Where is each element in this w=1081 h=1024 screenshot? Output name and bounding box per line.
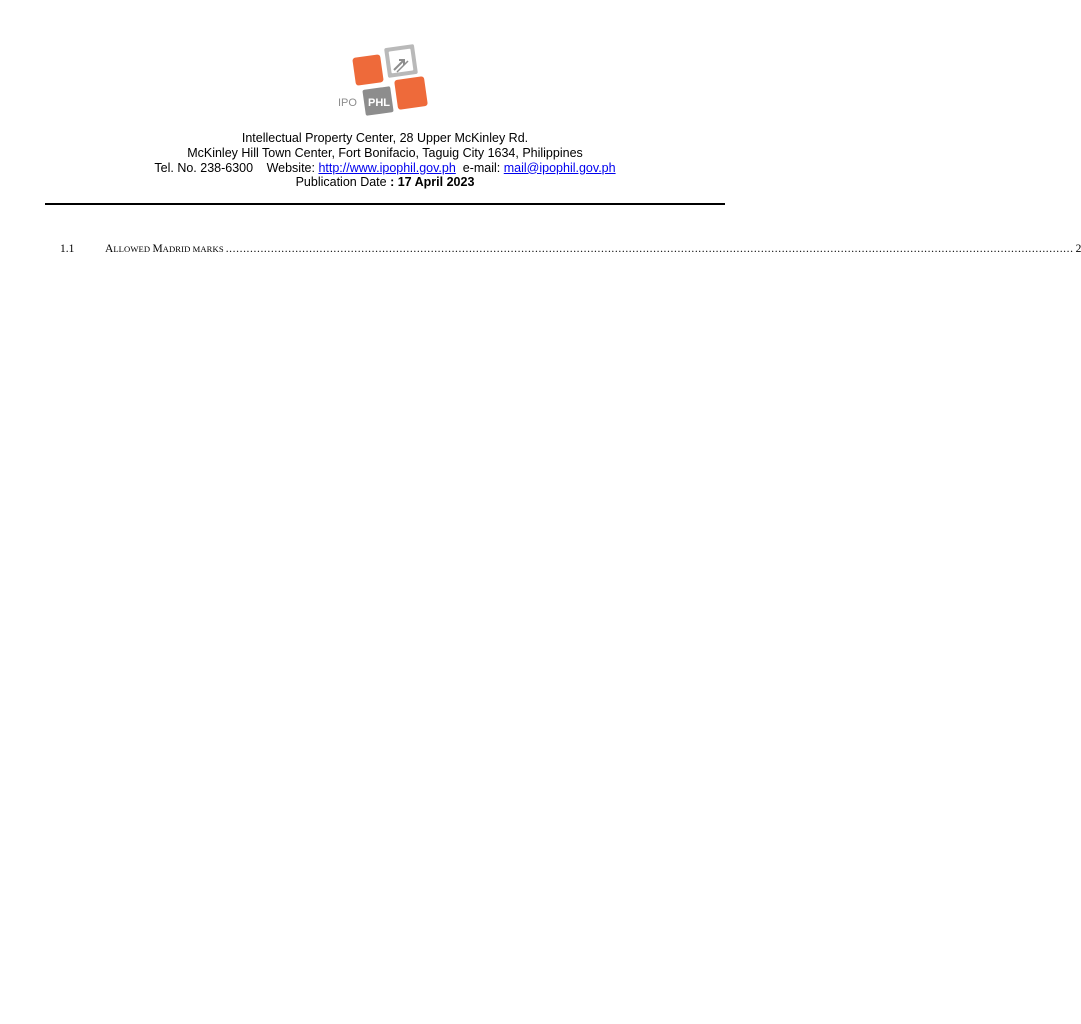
contact-line [0, 161, 770, 176]
publication-date-label: Publication Date [295, 175, 387, 190]
address-line-2: McKinley Hill Town Center, Fort Bonifacio, Taguig City 1634, Philippines [187, 145, 583, 160]
logo-text-phl: PHL [368, 97, 390, 109]
toc-entry-page: 2 [1075, 243, 1081, 255]
toc-entry-number: 1.1 [60, 243, 75, 255]
office-address-block [0, 131, 770, 190]
header-divider [45, 203, 725, 205]
publication-date-line [0, 175, 770, 190]
ipophl-logo-icon [334, 40, 434, 122]
toc-entry-title: ALLOWED MADRID MARKS [105, 243, 224, 255]
email-label: e-mail: [462, 160, 501, 175]
toc-leader-dots: .................................................................................................................................................................................................................................................... [225, 243, 1074, 255]
publication-date-value: : 17 April 2023 [390, 175, 475, 190]
address-line-1: Intellectual Property Center, 28 Upper McKinley Rd. [241, 131, 529, 145]
email-link[interactable]: mail@ipophil.gov.ph [503, 160, 616, 175]
ipophl-logo [334, 40, 434, 122]
logo-text-ipo: IPO [338, 97, 357, 109]
website-link[interactable]: http://www.ipophil.gov.ph [318, 160, 456, 175]
toc-entry[interactable] [60, 243, 1081, 259]
website-label: Website: [266, 160, 315, 175]
telephone-number: Tel. No. 238-6300 [154, 160, 254, 175]
